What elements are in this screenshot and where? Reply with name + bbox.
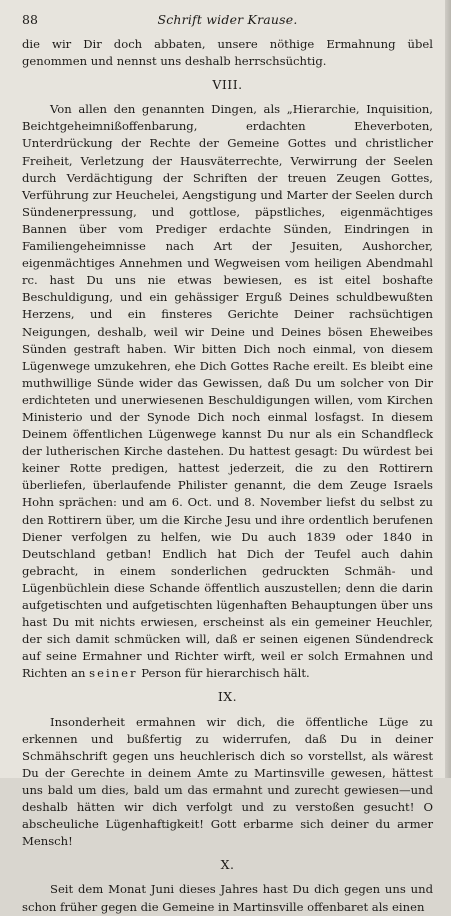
- section-x-paragraph: Seit dem Monat Juni dieses Jahres hast Du dich gegen uns und schon früher gegen die Gemeine in Martinsville offenbaret als einen: [22, 882, 433, 914]
- page-body: [22, 36, 433, 916]
- section-viii-text-b: Person für hierarchisch hält.: [137, 666, 310, 681]
- opening-paragraph: die wir Dir doch abbaten, unsere nöthige Ermahnung übel genommen und nennst uns deshalb herrschsüchtig.: [22, 37, 433, 69]
- page-header: [22, 12, 433, 36]
- section-numeral-x: X.: [220, 857, 235, 873]
- page-edge-shadow: [445, 0, 451, 778]
- section-ix-paragraph: Insonderheit ermahnen wir dich, die öffentliche Lüge zu erkennen und bußfertig zu widerrufen, daß Du in deiner Schmähschrift gegen uns heuchlerisch dich so vorstellst, als wärest Du der Gerechte in deinem Amte zu Martinsville gewesen, hättest uns bald um dies, bald um das ermahnt und zurecht gewiesen—und deshalb hätten wir dich verfolgt und zu verstoßen gesucht! O abscheuliche Lügenhaftigkeit! Gott erbarme sich deiner du armer Mensch!: [22, 714, 433, 849]
- page-number: 88: [22, 12, 38, 27]
- section-numeral-viii: VIII.: [212, 77, 243, 93]
- running-head: Schrift wider Krause.: [157, 12, 298, 27]
- section-numeral-ix: IX.: [217, 689, 238, 705]
- section-viii-emphasis: seiner: [89, 666, 138, 681]
- section-viii-paragraph: [22, 101, 433, 682]
- section-viii-text-a: Von allen den genannten Dingen, als „Hierarchie, Inquisition, Beichtgeheimnißoffenbarung, erdachten Eheverboten, Unterdrückung der Rechte der Gemeine Gottes und christlicher Freiheit, Verletzung der Hausväterrechte, Verwirrung der Seelen durch Verdächtigung der Schriften der treuen Zeugen Gottes, Verführung zur Heuchelei, Aengstigung und Marter der Seelen durch Sündenerpressung, und gottlose, päpstliches, eigenmächtiges Bannen über vom Prediger erdachte Sünden, Eindringen in Familiengeheimnisse nach Art der Jesuiten, Aushorcher, eigenmächtiges Annehmen und Wegweisen vom heiligen Abendmahl rc. hast Du uns nie etwas bewiesen, es ist eitel boshafte Beschuldigung, und ein gehässiger Erguß Deines schuldbewußten Herzens, und ein finsteres Gerichte Deiner rachsüchtigen Neigungen, deshalb, weil wir Deine und Deines bösen Eheweibes Sünden gestraft haben. Wir bitten Dich noch einmal, von diesem Lügenwege umzukehren, ehe Dich Gottes Rache ereilt. Es bleibt eine muthwillige Sünde wider das Gewissen, daß Du um solcher von Dir erdichteten und unerwiesenen Beschuldigungen willen, vom Kirchen Ministerio und der Synode Dich noch einmal losfagst. In diesem Deinem öffentlichen Lügenwege kannst Du nur als ein Schandfleck der lutherischen Kirche dastehen. Du hattest gesagt: Du würdest bei keiner Rotte predigen, hattest jederzeit, die zu den Rottirern überliefen, überlaufende Philister genannt, die dem Zeuge Israels Hohn sprächen: und am 6. Oct. und 8. November liefst du selbst zu den Rottirern über, um die Kirche Jesu und ihre ordentlich berufenen Diener verfolgen zu helfen, wie Du auch 1839 oder 1840 in Deutschland getban! Endlich hat Dich der Teufel auch dahin gebracht, in einem sonderlichen gedruckten Schmäh- und Lügenbüchlein diese Schande öffentlich auszustellen; denn die darin aufgetischten und aufgetischten lügenhaften Behauptungen über uns hast Du mit nichts erwiesen, erscheinst als ein gemeiner Heuchler, der sich damit schmücken will, daß er seinen eigenen Sündendreck auf seine Ermahner und Richter wirft, weil er solch Ermahnen und Richten an: [22, 102, 433, 681]
